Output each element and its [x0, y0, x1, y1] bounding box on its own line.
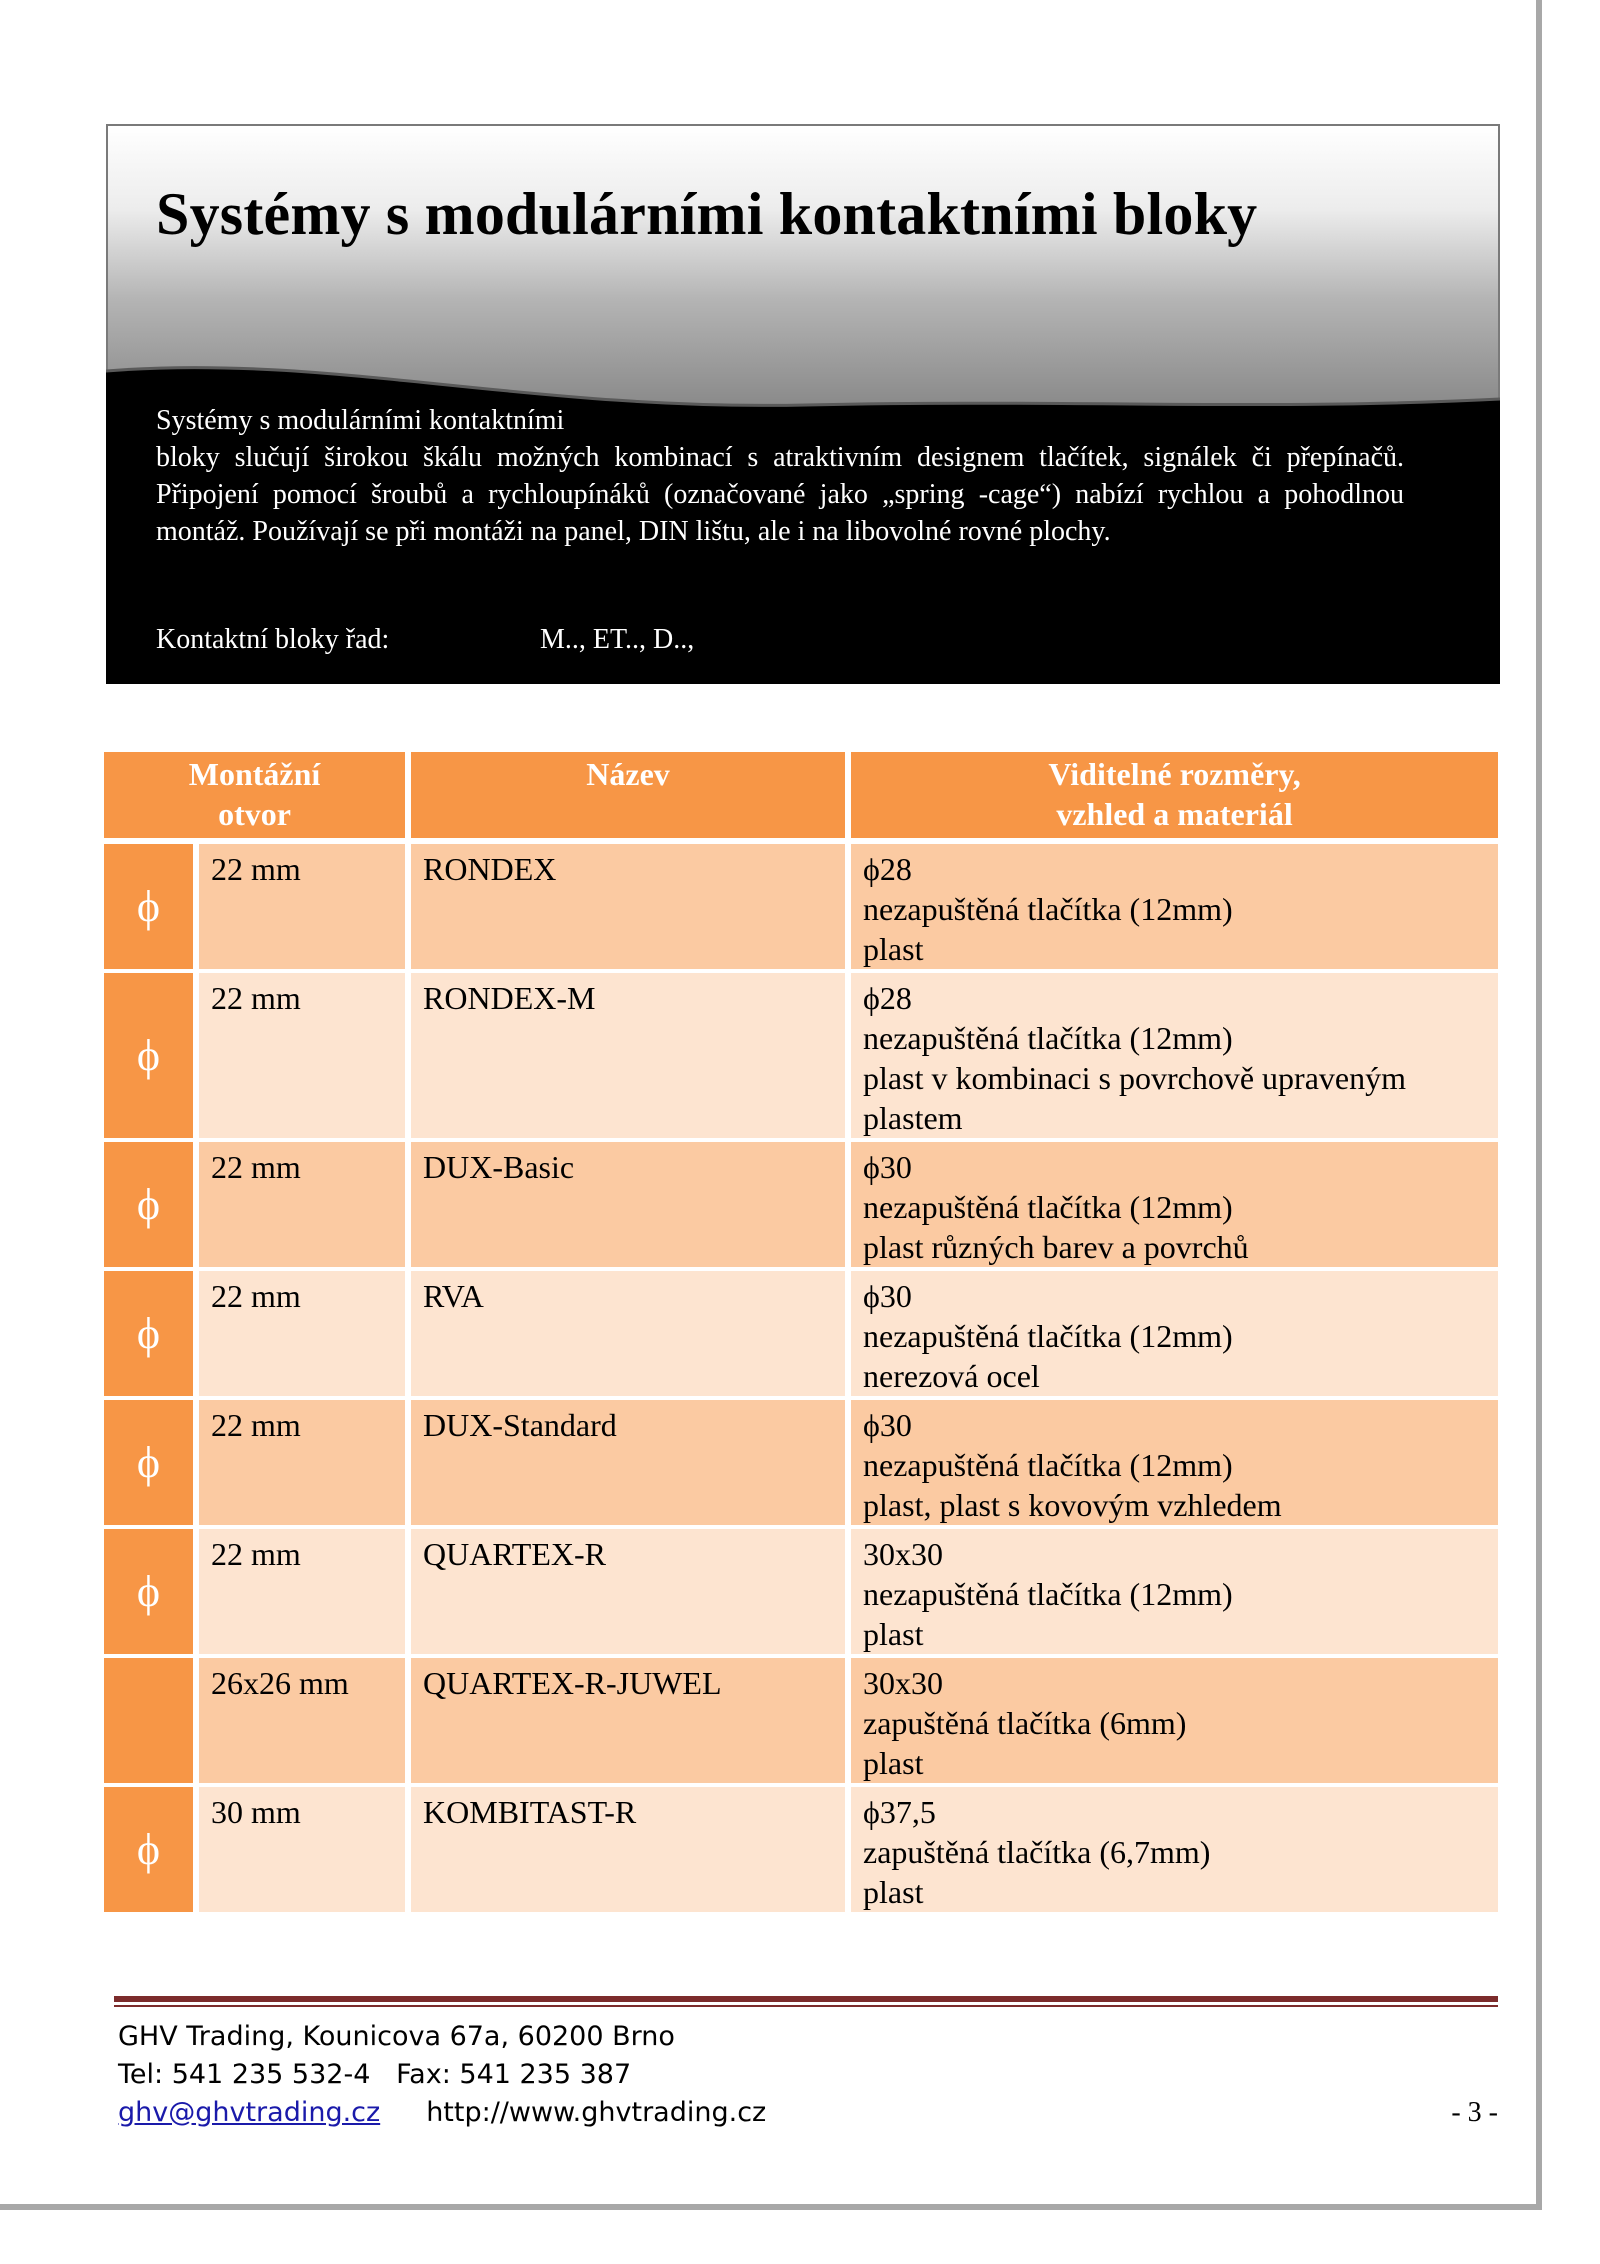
- footer-email-link[interactable]: ghv@ghvtrading.cz: [118, 2097, 381, 2128]
- diameter-icon: ϕ: [104, 1269, 196, 1398]
- product-name-cell: DUX-Standard: [408, 1398, 848, 1527]
- diameter-icon: ϕ: [104, 1398, 196, 1527]
- description-cell: [848, 1398, 1498, 1527]
- description-line: plast, plast s kovovým vzhledem: [863, 1487, 1282, 1523]
- mount-size-cell: 22 mm: [196, 971, 408, 1140]
- diameter-icon: ϕ: [104, 1140, 196, 1269]
- mount-size-cell: 26x26 mm: [196, 1656, 408, 1785]
- mount-size-cell: 22 mm: [196, 841, 408, 971]
- description-cell: [848, 1140, 1498, 1269]
- table-row: [104, 841, 1498, 971]
- product-name-cell: QUARTEX-R-JUWEL: [408, 1656, 848, 1785]
- description-line: zapuštěná tlačítka (6mm): [863, 1705, 1187, 1741]
- footer-web-link[interactable]: http://www.ghvtrading.cz: [426, 2097, 767, 2128]
- footer-company: GHV Trading, Kounicova 67a, 60200 Brno: [118, 2021, 675, 2052]
- diameter-icon: ϕ: [104, 1527, 196, 1656]
- description-line: ϕ30: [863, 1149, 912, 1185]
- product-name-cell: RONDEX-M: [408, 971, 848, 1140]
- header-banner: [106, 124, 1500, 684]
- page-border-bottom: [0, 2204, 1542, 2210]
- mount-size-cell: 22 mm: [196, 1269, 408, 1398]
- description-cell: [848, 841, 1498, 971]
- table-header-row: [104, 752, 1498, 841]
- diameter-icon: ϕ: [104, 971, 196, 1140]
- description-line: nezapuštěná tlačítka (12mm): [863, 1189, 1233, 1225]
- description-line: plast: [863, 1745, 924, 1781]
- footer-rule: [114, 1996, 1498, 2002]
- description-line: 30x30: [863, 1536, 944, 1572]
- description-cell: [848, 1656, 1498, 1785]
- product-name-cell: DUX-Basic: [408, 1140, 848, 1269]
- description-line: 30x30: [863, 1665, 944, 1701]
- product-name-cell: KOMBITAST-R: [408, 1785, 848, 1914]
- description-cell: [848, 1527, 1498, 1656]
- description-line: plast: [863, 1874, 924, 1910]
- description-line: plast: [863, 1616, 924, 1652]
- series-value: M.., ET.., D..,: [540, 624, 695, 655]
- description-line: ϕ30: [863, 1278, 912, 1314]
- table-row: [104, 1269, 1498, 1398]
- description-line: nezapuštěná tlačítka (12mm): [863, 1020, 1233, 1056]
- series-label: Kontaktní bloky řad:: [156, 624, 390, 655]
- description-line: plast: [863, 931, 924, 967]
- table-row: [104, 1656, 1498, 1785]
- series-line: [156, 624, 695, 656]
- description-line: nezapuštěná tlačítka (12mm): [863, 1576, 1233, 1612]
- page-number: - 3 -: [1451, 2097, 1498, 2128]
- page-title: Systémy s modulárními kontaktními bloky: [156, 181, 1258, 247]
- mount-size-cell: 30 mm: [196, 1785, 408, 1914]
- product-name-cell: RVA: [408, 1269, 848, 1398]
- page-border-right: [1536, 0, 1542, 2210]
- description-line: ϕ37,5: [863, 1794, 936, 1830]
- description-line: nezapuštěná tlačítka (12mm): [863, 891, 1233, 927]
- description-line: ϕ28: [863, 980, 912, 1016]
- description-line: ϕ28: [863, 851, 912, 887]
- product-table: [104, 752, 1498, 1916]
- description-line: nezapuštěná tlačítka (12mm): [863, 1318, 1233, 1354]
- table-row: [104, 1140, 1498, 1269]
- diameter-icon: [104, 1656, 196, 1785]
- mount-size-cell: 22 mm: [196, 1398, 408, 1527]
- description-line: nerezová ocel: [863, 1358, 1040, 1394]
- description-line: zapuštěná tlačítka (6,7mm): [863, 1834, 1211, 1870]
- table-row: [104, 1527, 1498, 1656]
- description-cell: [848, 971, 1498, 1140]
- intro-text: [156, 402, 1404, 550]
- description-line: ϕ30: [863, 1407, 912, 1443]
- intro-paragraph: bloky slučují širokou škálu možných kombinací s atraktivním designem tlačítek, signálek či přepínačů. Připojení pomocí šroubů a rychloupínáků (označované jako „spring -cage“) nabízí rychlou a pohodlnou montáž. Používají se při montáži na panel, DIN lištu, ale i na libovolné rovné plochy.: [156, 442, 1404, 547]
- header-mount: Montážní otvor: [104, 752, 408, 841]
- description-line: plast různých barev a povrchů: [863, 1229, 1249, 1265]
- footer-rule-thin: [114, 2005, 1498, 2007]
- header-desc: Viditelné rozměry, vzhled a materiál: [848, 752, 1498, 841]
- mount-size-cell: 22 mm: [196, 1527, 408, 1656]
- table-row: [104, 1785, 1498, 1914]
- product-name-cell: QUARTEX-R: [408, 1527, 848, 1656]
- mount-size-cell: 22 mm: [196, 1140, 408, 1269]
- table-row: [104, 1398, 1498, 1527]
- footer: [118, 2018, 1498, 2132]
- description-cell: [848, 1269, 1498, 1398]
- diameter-icon: ϕ: [104, 841, 196, 971]
- description-line: plast v kombinaci s povrchově upraveným: [863, 1060, 1406, 1096]
- description-line: plastem: [863, 1100, 963, 1136]
- table-row: [104, 971, 1498, 1140]
- diameter-icon: ϕ: [104, 1785, 196, 1914]
- description-cell: [848, 1785, 1498, 1914]
- product-name-cell: RONDEX: [408, 841, 848, 971]
- description-line: nezapuštěná tlačítka (12mm): [863, 1447, 1233, 1483]
- footer-phone: Tel: 541 235 532-4 Fax: 541 235 387: [118, 2059, 632, 2090]
- intro-first-line: Systémy s modulárními kontaktními: [156, 405, 565, 436]
- header-name: Název: [408, 752, 848, 841]
